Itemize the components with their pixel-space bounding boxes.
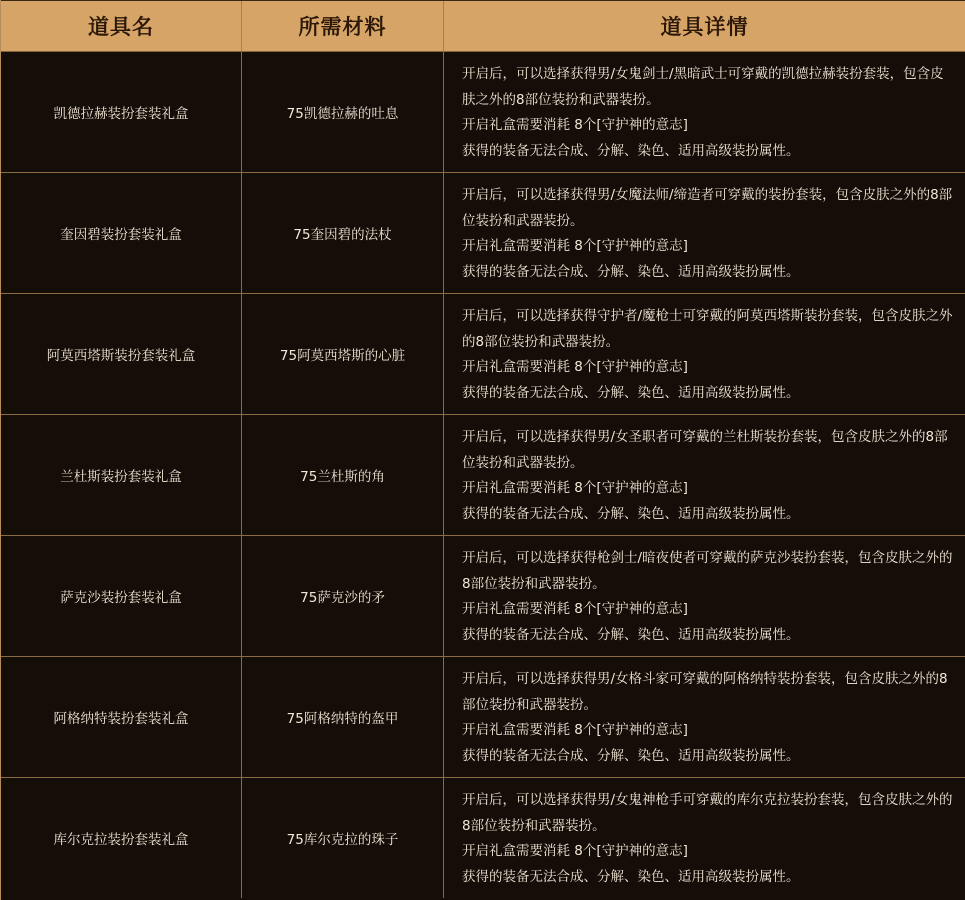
item-name: 奎因碧装扮套装礼盒: [1, 173, 242, 293]
detail-line: 开启后，可以选择获得男/女鬼神枪手可穿戴的库尔克拉装扮套装，包含皮肤之外的8部位装扮和武器装扮。: [462, 792, 953, 834]
required-material: 75奎因碧的法杖: [242, 173, 444, 293]
table-header: [1, 0, 965, 52]
item-details: [444, 173, 965, 293]
detail-line: 开启后，可以选择获得男/女格斗家可穿戴的阿格纳特装扮套装，包含皮肤之外的8部位装扮和武器装扮。: [462, 671, 948, 713]
detail-line: 开启后，可以选择获得男/女魔法师/缔造者可穿戴的装扮套装，包含皮肤之外的8部位装扮和武器装扮。: [462, 187, 953, 229]
item-details: [444, 415, 965, 535]
item-name: 萨克沙装扮套装礼盒: [1, 536, 242, 656]
required-material: 75萨克沙的矛: [242, 536, 444, 656]
header-item-details: 道具详情: [660, 15, 749, 39]
detail-line: 获得的装备无法合成、分解、染色、适用高级装扮属性。: [462, 747, 800, 764]
detail-line: 开启礼盒需要消耗 8个[守护神的意志]: [462, 359, 688, 375]
detail-line: 开启礼盒需要消耗 8个[守护神的意志]: [462, 238, 688, 254]
detail-line: 获得的装备无法合成、分解、染色、适用高级装扮属性。: [462, 142, 800, 159]
detail-line: 获得的装备无法合成、分解、染色、适用高级装扮属性。: [462, 384, 800, 401]
required-material: 75阿格纳特的盔甲: [242, 657, 444, 777]
table-row: [1, 778, 965, 898]
detail-line: 获得的装备无法合成、分解、染色、适用高级装扮属性。: [462, 868, 800, 885]
required-material: 75兰杜斯的角: [242, 415, 444, 535]
table-row: [1, 52, 965, 173]
detail-line: 获得的装备无法合成、分解、染色、适用高级装扮属性。: [462, 626, 800, 643]
table-row: [1, 415, 965, 536]
detail-line: 获得的装备无法合成、分解、染色、适用高级装扮属性。: [462, 263, 800, 280]
detail-line: 开启礼盒需要消耗 8个[守护神的意志]: [462, 722, 688, 738]
table-row: [1, 657, 965, 778]
header-materials: 所需材料: [242, 1, 444, 51]
detail-line: 开启礼盒需要消耗 8个[守护神的意志]: [462, 480, 688, 496]
item-name: 兰杜斯装扮套装礼盒: [1, 415, 242, 535]
item-name: 凯德拉赫装扮套装礼盒: [1, 52, 242, 172]
item-name: 阿格纳特装扮套装礼盒: [1, 657, 242, 777]
item-details: [444, 536, 965, 656]
item-details: [444, 778, 965, 898]
item-name: 库尔克拉装扮套装礼盒: [1, 778, 242, 898]
detail-line: 开启礼盒需要消耗 8个[守护神的意志]: [462, 601, 688, 617]
item-details: [444, 52, 965, 172]
required-material: 75阿莫西塔斯的心脏: [242, 294, 444, 414]
detail-line: 获得的装备无法合成、分解、染色、适用高级装扮属性。: [462, 505, 800, 522]
table-row: [1, 536, 965, 657]
item-details: [444, 294, 965, 414]
table-row: [1, 173, 965, 294]
detail-line: 开启礼盒需要消耗 8个[守护神的意志]: [462, 117, 688, 133]
detail-line: 开启后，可以选择获得男/女圣职者可穿戴的兰杜斯装扮套装，包含皮肤之外的8部位装扮和武器装扮。: [462, 429, 948, 471]
detail-line: 开启后，可以选择获得男/女鬼剑士/黑暗武士可穿戴的凯德拉赫装扮套装，包含皮肤之外的8部位装扮和武器装扮。: [462, 66, 944, 108]
header-item-name: 道具名: [1, 1, 242, 51]
detail-line: 开启礼盒需要消耗 8个[守护神的意志]: [462, 843, 688, 859]
item-name: 阿莫西塔斯装扮套装礼盒: [1, 294, 242, 414]
detail-line: 开启后，可以选择获得枪剑士/暗夜使者可穿戴的萨克沙装扮套装，包含皮肤之外的8部位装扮和武器装扮。: [462, 550, 953, 592]
detail-line: 开启后，可以选择获得守护者/魔枪士可穿戴的阿莫西塔斯装扮套装，包含皮肤之外的8部位装扮和武器装扮。: [462, 308, 953, 350]
required-material: 75凯德拉赫的吐息: [242, 52, 444, 172]
item-details: [444, 657, 965, 777]
table-row: [1, 294, 965, 415]
required-material: 75库尔克拉的珠子: [242, 778, 444, 898]
